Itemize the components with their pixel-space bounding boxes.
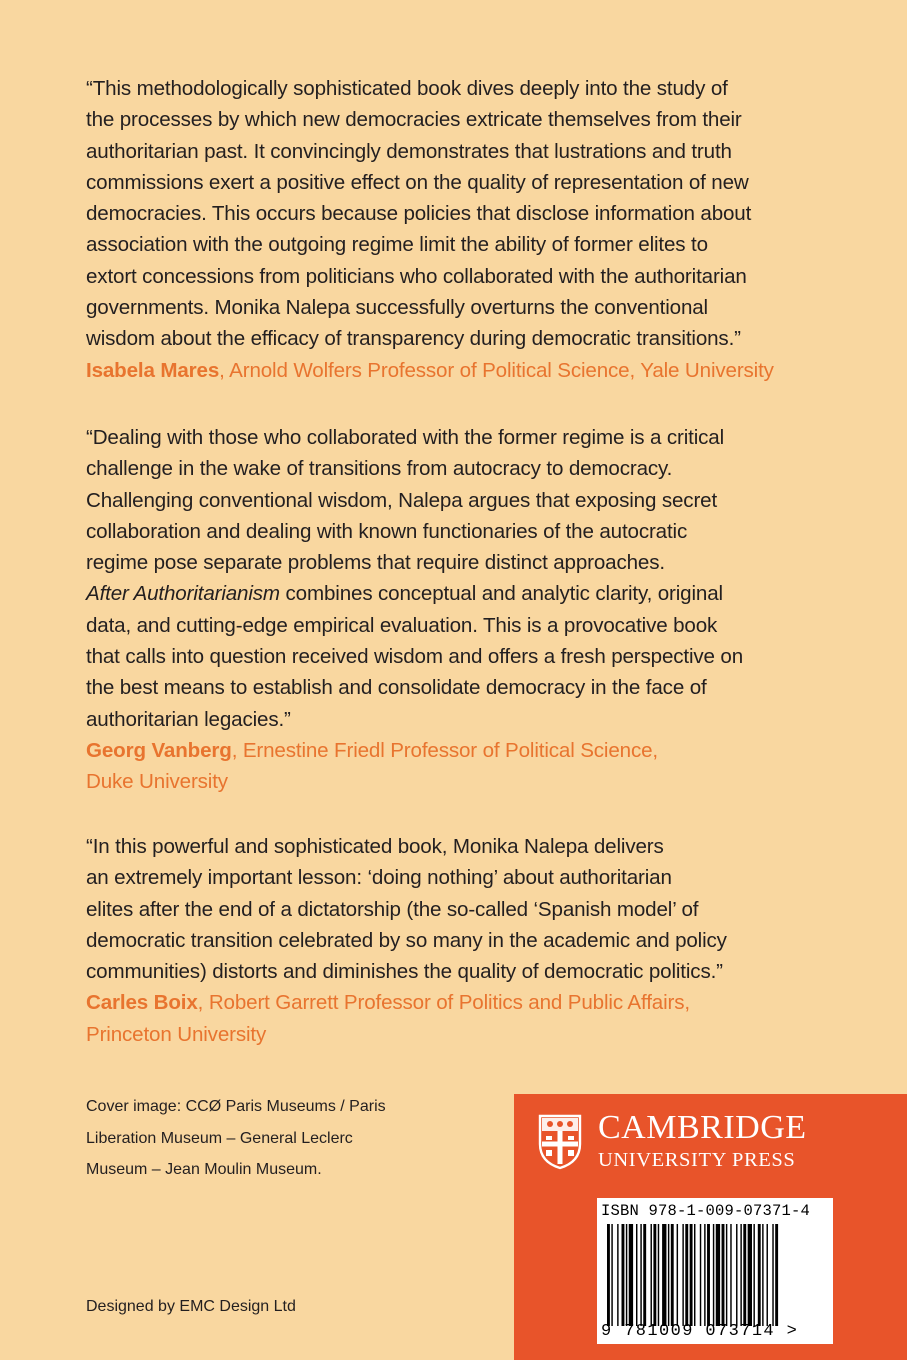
barcode-bar xyxy=(772,1224,773,1326)
quote-text: “This methodologically sophisticated book dives deeply into the study of the processes by which new democracies extricate themselves from their authoritarian past. It convincingly demonstrates that lustrations and truth commissions exert a positive effect on the quality of representation of new democracies. This occurs because policies that disclose information about association with the outgoing regime limit the ability of former elites to extort concessions from politicians who collaborated with the authoritarian governments. Monika Nalepa successfully overturns the conventional wisdom about the efficacy of transparency during democratic transitions.” xyxy=(86,77,752,351)
barcode-bar xyxy=(690,1224,693,1326)
barcode-bar xyxy=(767,1224,768,1326)
quote-text: “In this powerful and sophisticated book, Monika Nalepa delivers an extremely important lesson: ‘doing nothing’ about authoritarian elites after the end of a dictatorship (the so-called ‘Spanish model’ of democratic transition celebrated by so many in the academic and policy communities) distorts and diminishes the quality of democratic politics.” xyxy=(86,835,727,984)
barcode-bar xyxy=(743,1224,746,1326)
book-title: After Authoritarianism xyxy=(86,582,280,606)
isbn-label: ISBN 978-1-009-07371-4 xyxy=(601,1202,811,1220)
barcode-bar xyxy=(740,1224,741,1326)
barcode-bar xyxy=(640,1224,641,1326)
barcode-bar xyxy=(611,1224,612,1326)
barcode-bar xyxy=(658,1224,659,1326)
barcode-bar xyxy=(662,1224,666,1326)
barcode-bar xyxy=(653,1224,656,1326)
quote-attribution xyxy=(86,735,826,798)
barcode-bar xyxy=(730,1224,731,1326)
barcode-bar xyxy=(636,1224,637,1326)
barcode-bar xyxy=(607,1224,610,1326)
barcode-bar xyxy=(643,1224,646,1326)
quote-attribution xyxy=(86,355,826,386)
review-quote-2 xyxy=(86,422,826,798)
barcode-bar xyxy=(716,1224,720,1326)
barcode-bar xyxy=(617,1224,618,1326)
quote-text: “Dealing with those who collaborated with the former regime is a critical challenge in the wake of transitions from autocracy to democracy. Challenging conventional wisdom, Nalepa argues that exposing secret collaboration and dealing with known functionaries of the autocratic regime pose separate problems that require distinct approaches. After Authoritarianism combines conceptual and analytic clarity, original data, and cutting-edge empirical evaluation. This is a provocative book that calls into question received wisdom and offers a fresh perspective on the best means to establish and consolidate democracy in the face of authoritarian legacies.” xyxy=(86,426,744,731)
barcode-bar xyxy=(682,1224,683,1326)
cover-image-credit: Cover image: CCØ Paris Museums / Paris Liberation Museum – General Leclerc Museum – Jean Moulin Museum. xyxy=(86,1098,386,1178)
barcode-bar xyxy=(736,1224,737,1326)
barcode-bar xyxy=(758,1224,761,1326)
barcode-bar xyxy=(677,1224,678,1326)
barcode-bar xyxy=(629,1224,633,1326)
barcode-bar xyxy=(753,1224,754,1326)
review-quote-1 xyxy=(86,73,826,386)
barcode-bar xyxy=(694,1224,695,1326)
barcode-bar xyxy=(775,1224,778,1326)
reviewer-name: Isabela Mares xyxy=(86,358,220,382)
barcode-bar xyxy=(700,1224,701,1326)
barcode-bar xyxy=(726,1224,727,1326)
isbn-barcode xyxy=(597,1198,833,1344)
reviewer-name: Carles Boix xyxy=(86,991,198,1015)
reviewer-name: Georg Vanberg xyxy=(86,738,232,762)
barcode-bar xyxy=(707,1224,710,1326)
barcode-bars xyxy=(603,1224,829,1326)
barcode-bar xyxy=(722,1224,725,1326)
design-credit: Designed by EMC Design Ltd xyxy=(86,1298,296,1315)
barcode-bar xyxy=(626,1224,627,1326)
barcode-bar xyxy=(762,1224,763,1326)
review-quote-3 xyxy=(86,831,826,1050)
barcode-bar xyxy=(622,1224,625,1326)
reviewer-affiliation: Duke University xyxy=(86,770,228,794)
reviewer-title: , Arnold Wolfers Professor of Political Science, Yale University xyxy=(219,358,774,382)
barcode-bar xyxy=(685,1224,688,1326)
reviewer-title: , Robert Garrett Professor of Politics and Public Affairs, xyxy=(197,991,690,1015)
publisher-panel xyxy=(514,1094,907,1360)
barcode-bar xyxy=(668,1224,669,1326)
quote-attribution xyxy=(86,987,826,1050)
barcode-bar xyxy=(651,1224,652,1326)
reviewer-title: , Ernestine Friedl Professor of Political Science, xyxy=(231,738,658,762)
cambridge-crest-icon xyxy=(538,1114,582,1170)
isbn-digits: 9 781009 073714 > xyxy=(601,1322,799,1341)
reviewer-affiliation: Princeton University xyxy=(86,1022,267,1046)
publisher-subtitle: UNIVERSITY PRESS xyxy=(598,1149,796,1171)
barcode-bar xyxy=(713,1224,714,1326)
barcode-bar xyxy=(671,1224,674,1326)
barcode-bar xyxy=(704,1224,705,1326)
publisher-name: CAMBRIDGE xyxy=(598,1109,807,1146)
barcode-bar xyxy=(748,1224,752,1326)
